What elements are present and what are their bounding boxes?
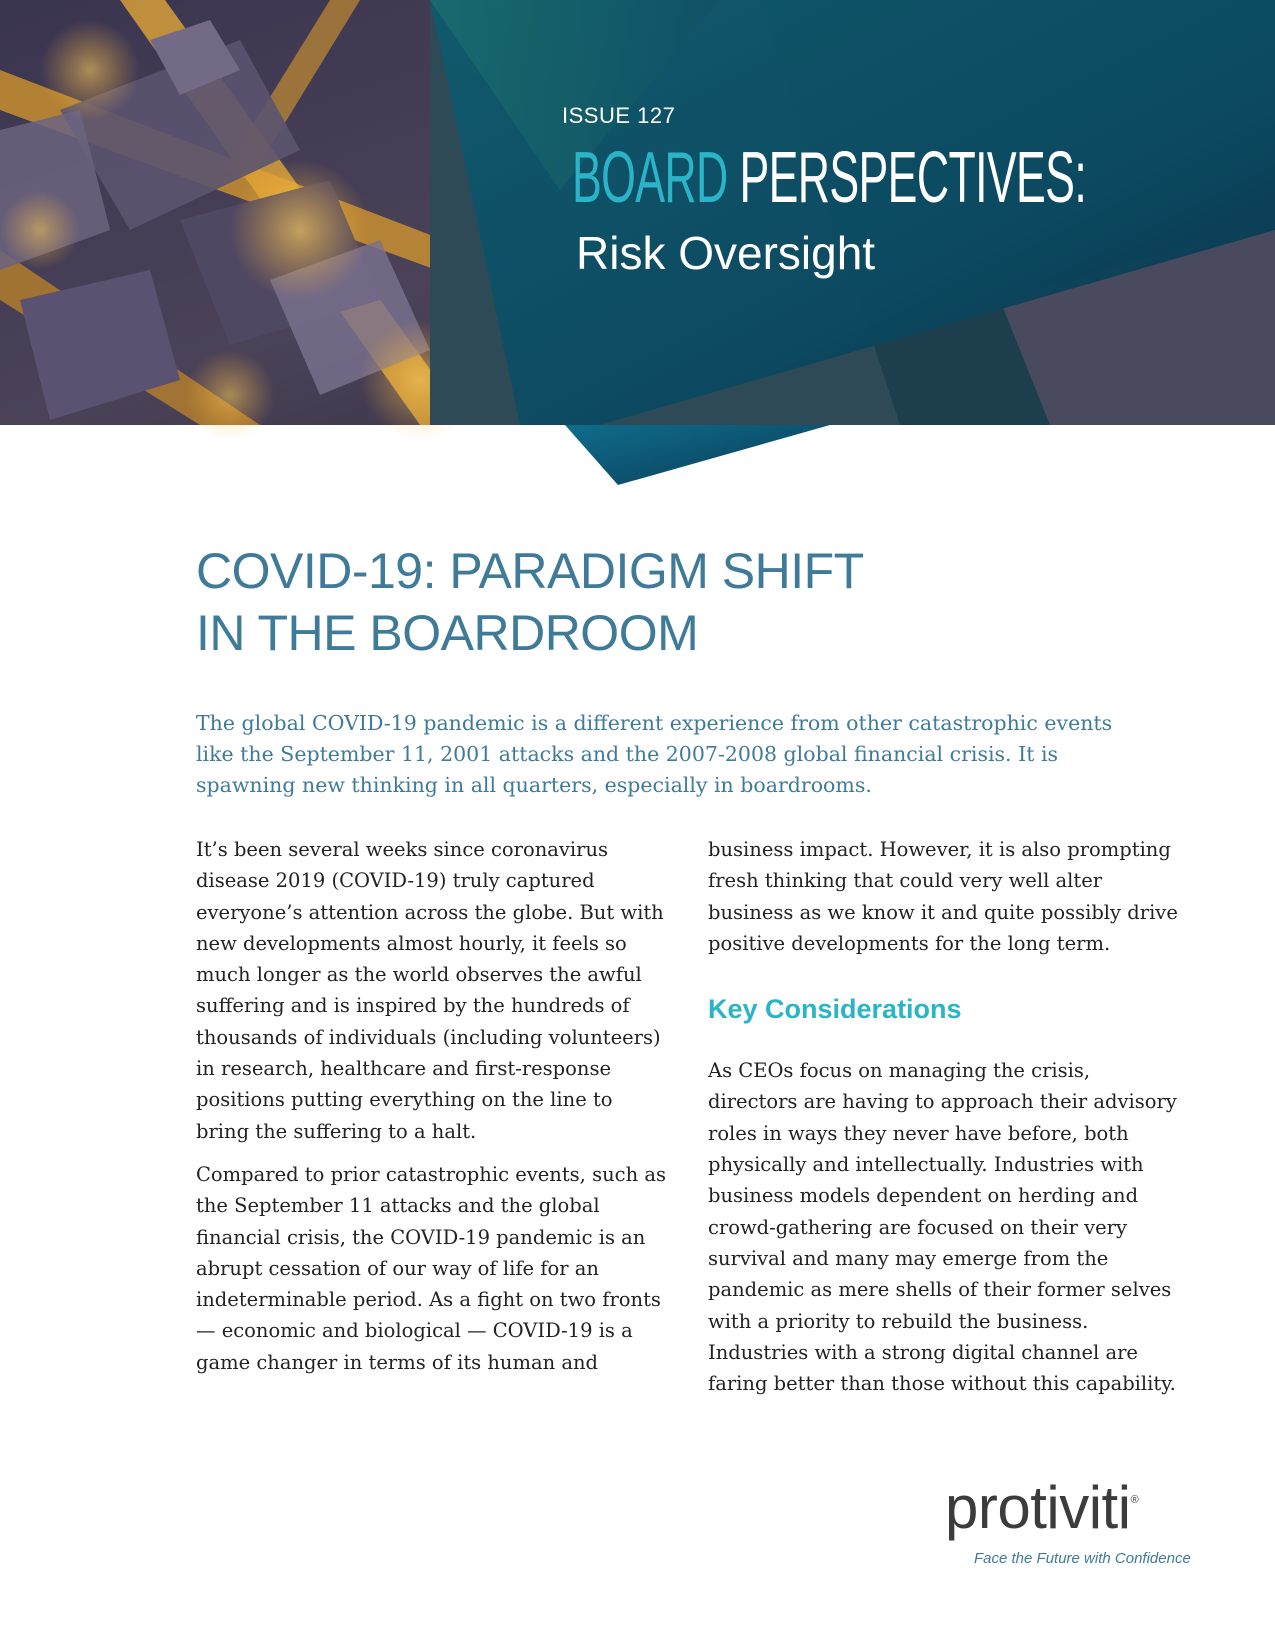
- series-title-word-board: BOARD: [572, 138, 728, 218]
- logo-wordmark: protiviti: [945, 1474, 1131, 1541]
- body-paragraph-3: business impact. However, it is also prompting fresh thinking that could very well alter business as we know it and quite possibly drive positive developments for the long term.: [708, 838, 1178, 955]
- column-left: [196, 834, 671, 1390]
- series-title: [572, 138, 1086, 218]
- article-title-line-2: IN THE BOARDROOM: [196, 605, 699, 661]
- body-paragraph-4: As CEOs focus on managing the crisis, directors are having to approach their advisory roles in ways they never have before, both physically and intellectually. Industries with business models dependent on herding and crowd-gathering are focused on their very survival and many may emerge from the pandemic as mere shells of their former selves with a priority to rebuild the business. Industries with a strong digital channel are faring better than those without this capability.: [708, 1059, 1177, 1396]
- article-intro: The global COVID-19 pandemic is a different experience from other catastrophic events like the September 11, 2001 attacks and the 2007-2008 global financial crisis. It is spawning new thinking in all quarters, especially in boardrooms.: [196, 711, 1113, 797]
- body-paragraph-1: It’s been several weeks since coronavirus disease 2019 (COVID-19) truly captured everyone’s attention across the globe. But with new developments almost hourly, it feels so much longer as the world observes the awful suffering and is inspired by the hundreds of thousands of individuals (including volunteers) in research, healthcare and first-response positions putting everything on the line to bring the suffering to a halt.: [196, 838, 664, 1143]
- brand-tagline: Face the Future with Confidence: [974, 1550, 1191, 1567]
- protiviti-logo: [945, 1474, 1185, 1541]
- article-title: [196, 540, 1096, 664]
- series-title-word-perspectives: PERSPECTIVES:: [739, 138, 1087, 218]
- article-title-line-1: COVID-19: PARADIGM SHIFT: [196, 543, 864, 599]
- series-subtitle: Risk Oversight: [576, 227, 876, 279]
- registered-mark: ®: [1130, 1494, 1139, 1506]
- body-paragraph-2: Compared to prior catastrophic events, such as the September 11 attacks and the global financial crisis, the COVID-19 pandemic is an abrupt cessation of our way of life for an indeterminable period. As a fight on two fronts — economic and biological — COVID-19 is a game changer in terms of its human and: [196, 1162, 666, 1374]
- section-heading-key-considerations: Key Considerations: [708, 994, 962, 1025]
- column-right: [708, 834, 1183, 1411]
- issue-number: ISSUE 127: [562, 103, 676, 128]
